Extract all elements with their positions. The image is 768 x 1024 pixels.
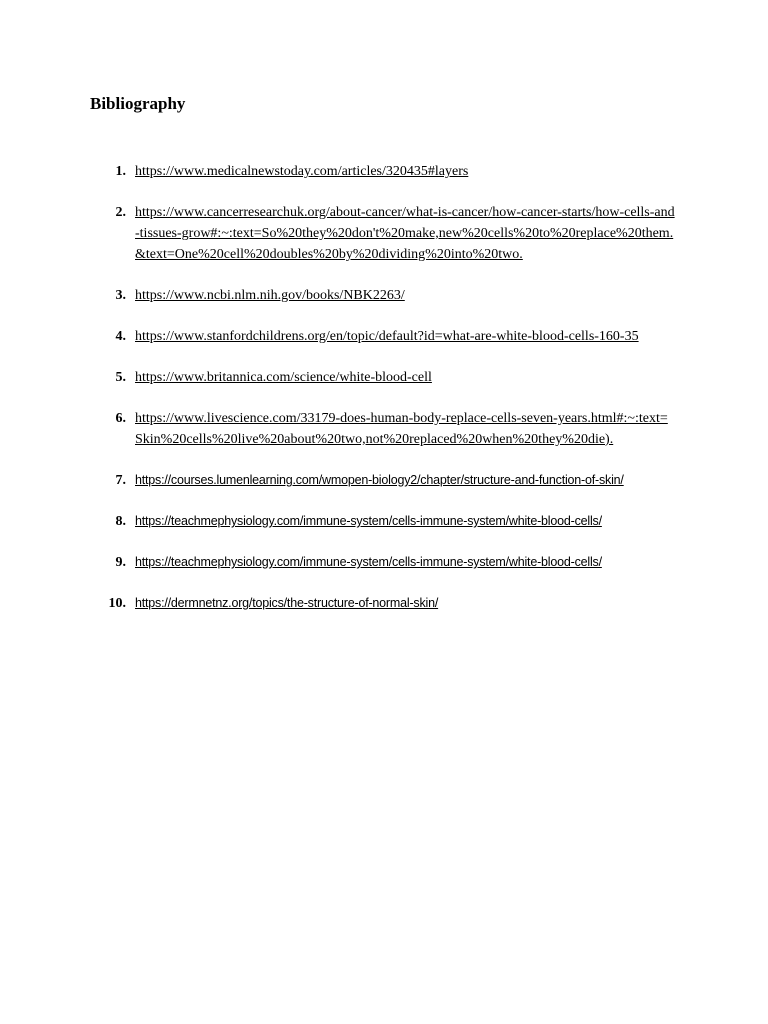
reference-link[interactable]: https://www.britannica.com/science/white-blood-cell bbox=[135, 370, 432, 385]
page-title: Bibliography bbox=[90, 94, 186, 113]
reference-link[interactable]: https://courses.lumenlearning.com/wmopen-biology2/chapter/structure-and-function-of-skin/ bbox=[135, 473, 624, 487]
reference-link[interactable]: https://www.livescience.com/33179-does-human-body-replace-cells-seven-years.html#:~:text=Skin%20cells%20live%20about%20two,not%20replaced%20when%20they%20die). bbox=[135, 411, 668, 447]
reference-link[interactable]: https://teachmephysiology.com/immune-system/cells-immune-system/white-blood-cells/ bbox=[135, 555, 602, 569]
reference-number: 3. bbox=[115, 288, 126, 303]
list-item bbox=[0, 161, 768, 182]
reference-link[interactable]: https://www.cancerresearchuk.org/about-cancer/what-is-cancer/how-cancer-starts/how-cells-and-tissues-grow#:~:text=So%20they%20don't%20make,new%20cells%20to%20replace%20them.&text=One%20cell%20doubles%20by%20dividing%20into%20two. bbox=[135, 205, 675, 262]
reference-link[interactable]: https://www.medicalnewstoday.com/articles/320435#layers bbox=[135, 164, 469, 179]
reference-number: 2. bbox=[115, 205, 126, 220]
reference-number: 6. bbox=[115, 411, 126, 426]
list-item bbox=[0, 408, 768, 450]
reference-number: 5. bbox=[115, 370, 126, 385]
list-item bbox=[0, 552, 768, 573]
reference-link[interactable]: https://teachmephysiology.com/immune-system/cells-immune-system/white-blood-cells/ bbox=[135, 514, 602, 528]
list-item bbox=[0, 202, 768, 265]
reference-number: 1. bbox=[115, 164, 126, 179]
reference-number: 7. bbox=[115, 473, 126, 488]
reference-link[interactable]: https://www.stanfordchildrens.org/en/topic/default?id=what-are-white-blood-cells-160-35 bbox=[135, 329, 639, 344]
list-item bbox=[0, 326, 768, 347]
reference-number: 4. bbox=[115, 329, 126, 344]
list-item bbox=[0, 593, 768, 614]
list-item bbox=[0, 470, 768, 491]
reference-link[interactable]: https://www.ncbi.nlm.nih.gov/books/NBK2263/ bbox=[135, 288, 405, 303]
reference-number: 10. bbox=[108, 596, 126, 611]
reference-number: 9. bbox=[115, 555, 126, 570]
list-item bbox=[0, 367, 768, 388]
reference-link[interactable]: https://dermnetnz.org/topics/the-structure-of-normal-skin/ bbox=[135, 596, 439, 610]
reference-number: 8. bbox=[115, 514, 126, 529]
list-item bbox=[0, 511, 768, 532]
list-item bbox=[0, 285, 768, 306]
bibliography-list bbox=[0, 161, 768, 634]
